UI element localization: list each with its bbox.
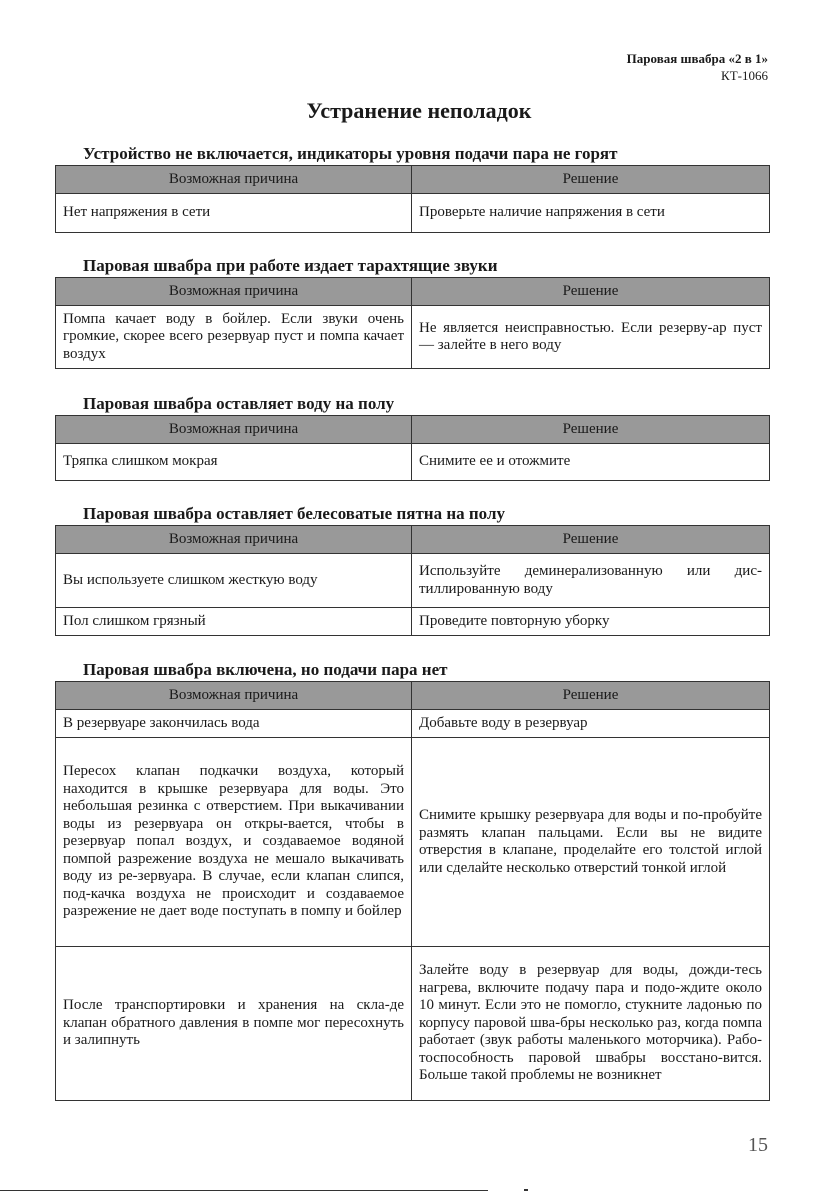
page-header <box>627 50 768 84</box>
cause-column-header: Возможная причина <box>56 682 412 710</box>
solution-column-header: Решение <box>412 416 770 444</box>
section-no-steam <box>55 659 769 1101</box>
table-header-row <box>56 166 770 194</box>
table-row <box>56 306 770 369</box>
troubleshooting-table <box>55 525 770 636</box>
section-title: Паровая швабра оставляет белесоватые пятна на полу <box>83 504 505 523</box>
table-header-row <box>56 416 770 444</box>
solution-cell: Снимите ее и отожмите <box>412 444 770 481</box>
troubleshooting-table <box>55 165 770 233</box>
cause-column-header: Возможная причина <box>56 416 412 444</box>
solution-column-header: Решение <box>412 278 770 306</box>
solution-cell: Не является неисправностью. Если резерву-ар пуст — залейте в него воду <box>412 306 770 369</box>
solution-cell: Снимите крышку резервуара для воды и по-пробуйте размять клапан пальцами. Если вы не видите отверстия в клапане, проделайте его толстой иглой или сделайте несколько отверстий тонкой иглой <box>412 738 770 947</box>
page-title: Устранение неполадок <box>306 98 532 123</box>
troubleshooting-table <box>55 681 770 1101</box>
table-header-row <box>56 682 770 710</box>
product-name: Паровая швабра «2 в 1» <box>626 51 768 66</box>
section-title: Паровая швабра при работе издает тарахтящие звуки <box>83 256 498 275</box>
cause-column-header: Возможная причина <box>56 166 412 194</box>
solution-cell: Добавьте воду в резервуар <box>412 710 770 738</box>
table-row <box>56 554 770 608</box>
bottom-rule <box>0 1190 488 1191</box>
solution-cell: Проверьте наличие напряжения в сети <box>412 194 770 233</box>
cause-cell: Нет напряжения в сети <box>56 194 412 233</box>
cause-column-header: Возможная причина <box>56 278 412 306</box>
troubleshooting-table <box>55 277 770 369</box>
section-rattling-noise <box>55 255 769 369</box>
cause-cell: Пересох клапан подкачки воздуха, который находится в крышке резервуара для воды. Это небольшая резинка с отверстием. При выкачивании воды из резервуара он откры-вается, чтобы в резервуар попал воздух, и создаваемое водяной помпой разрежение воздуха не мешало выкачивать воду из ре-зервуара. В случае, если клапан слипся, под-качка воздуха не происходит и создаваемое разрежение не дает воде поступать в помпу и бойлер <box>56 738 412 947</box>
cause-cell: В резервуаре закончилась вода <box>56 710 412 738</box>
table-row <box>56 444 770 481</box>
section-water-on-floor <box>55 393 769 481</box>
table-row <box>56 710 770 738</box>
solution-column-header: Решение <box>412 166 770 194</box>
cause-column-header: Возможная причина <box>56 526 412 554</box>
cause-cell: Пол слишком грязный <box>56 608 412 636</box>
section-title: Устройство не включается, индикаторы уровня подачи пара не горят <box>83 144 618 163</box>
solution-cell: Используйте деминерализованную или дис-тиллированную воду <box>412 554 770 608</box>
solution-column-header: Решение <box>412 682 770 710</box>
table-header-row <box>56 278 770 306</box>
table-header-row <box>56 526 770 554</box>
section-no-power <box>55 143 769 233</box>
table-row <box>56 738 770 947</box>
cause-cell: Тряпка слишком мокрая <box>56 444 412 481</box>
model-number: КТ-1066 <box>721 68 768 83</box>
solution-column-header: Решение <box>412 526 770 554</box>
section-title: Паровая швабра включена, но подачи пара нет <box>83 660 448 679</box>
section-white-stains <box>55 503 769 636</box>
table-row <box>56 194 770 233</box>
page-number: 15 <box>748 1134 768 1156</box>
table-row <box>56 947 770 1101</box>
solution-cell: Залейте воду в резервуар для воды, дожди-тесь нагрева, включите подачу пара и подо-ждите около 10 минут. Если это не помогло, стукните ладонью по корпусу паровой шва-бры несколько раз, когда помпа работает (звук работы маленького моторчика). Рабо-тоспособность паровой швабры восстано-вится. Больше такой проблемы не возникнет <box>412 947 770 1101</box>
troubleshooting-table <box>55 415 770 481</box>
solution-cell: Проведите повторную уборку <box>412 608 770 636</box>
bottom-mark <box>524 1189 528 1191</box>
section-title: Паровая швабра оставляет воду на полу <box>83 394 395 413</box>
table-row <box>56 608 770 636</box>
cause-cell: После транспортировки и хранения на скла-де клапан обратного давления в помпе мог пересохнуть и залипнуть <box>56 947 412 1101</box>
cause-cell: Помпа качает воду в бойлер. Если звуки очень громкие, скорее всего резервуар пуст и помпа качает воздух <box>56 306 412 369</box>
cause-cell: Вы используете слишком жесткую воду <box>56 554 412 608</box>
